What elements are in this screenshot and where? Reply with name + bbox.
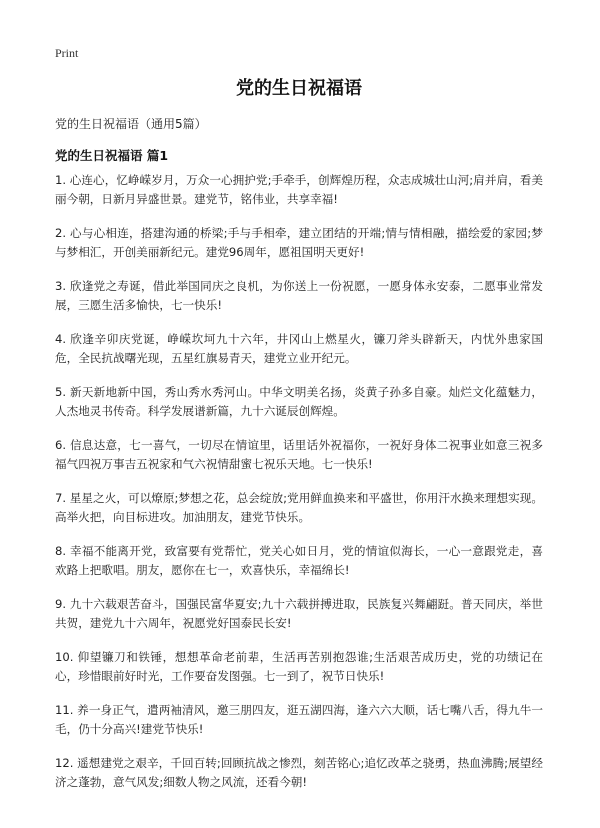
paragraph-1: 1. 心连心，忆峥嵘岁月，万众一心拥护党;手牵手，创辉煌历程，众志成城壮山河;肩并肩，看美丽今朝，日新月异盛世景。建党节，铭伟业，共享幸福! (55, 173, 543, 206)
document-title: 党的生日祝福语 (236, 78, 362, 99)
paragraph-6: 6. 信息达意，七一喜气，一切尽在情谊里，话里话外祝福你，一祝好身体二祝事业如意三祝多福气四祝万事吉五祝家和气六祝情甜蜜七祝乐天地。七一快乐! (55, 438, 543, 471)
document-subtitle: 党的生日祝福语（通用5篇） (55, 117, 207, 131)
paragraph-5: 5. 新天新地新中国，秀山秀水秀河山。中华文明美名扬，炎黄子孙多自豪。灿烂文化蕴魅力，人杰地灵书传奇。科学发展谱新篇，九十六诞辰创辉煌。 (55, 385, 543, 418)
paragraph-11: 11. 养一身正气，遣两袖清风，邀三朋四友，逛五湖四海，逢六六大顺，话七嘴八舌，得九牛一毛，仍十分高兴!建党节快乐! (55, 703, 543, 736)
paragraph-2: 2. 心与心相连，搭建沟通的桥梁;手与手相牵，建立团结的开端;情与情相融，描绘爱的家园;梦与梦相汇，开创美丽新纪元。建党96周年，愿祖国明天更好! (55, 226, 543, 259)
paragraph-4: 4. 欣逢辛卯庆党诞，峥嵘坎坷九十六年，井冈山上燃星火，镰刀斧头辟新天，内忧外患家国危，全民抗战曙光现，五星红旗易青天，建党立业开纪元。 (55, 332, 543, 365)
paragraph-list (55, 171, 543, 792)
paragraph-8: 8. 幸福不能离开党，致富要有党帮忙，党关心如日月，党的情谊似海长，一心一意跟党走，喜欢路上把歌唱。朋友，愿你在七一，欢喜快乐，幸福绵长! (55, 544, 543, 577)
section-heading: 党的生日祝福语 篇1 (55, 148, 169, 163)
paragraph-10: 10. 仰望镰刀和铁锤，想想革命老前辈，生活再苦别抱怨谁;生活艰苦成历史，党的功绩记在心，珍惜眼前好时光，工作要奋发图强。七一到了，祝节日快乐! (55, 650, 543, 683)
paragraph-12: 12. 遥想建党之艰辛，千回百转;回顾抗战之惨烈，刻苦铭心;追忆改革之骁勇，热血沸腾;展望经济之蓬勃，意气风发;细数人物之风流，还看今朝! (55, 756, 543, 789)
paragraph-3: 3. 欣逢党之寿诞，借此举国同庆之良机，为你送上一份祝愿，一愿身体永安泰，二愿事业常发展，三愿生活多愉快，七一快乐! (55, 279, 543, 312)
paragraph-7: 7. 星星之火，可以燎原;梦想之花，总会绽放;党用鲜血换来和平盛世，你用汗水换来理想实现。高举火把，向目标进攻。加油朋友，建党节快乐。 (55, 491, 543, 524)
print-link[interactable]: Print (55, 46, 79, 60)
paragraph-9: 9. 九十六载艰苦奋斗，国强民富华夏安;九十六载拼搏进取，民族复兴舞翩跹。普天同庆，举世共贺，建党九十六周年，祝愿党好国泰民长安! (55, 597, 543, 630)
